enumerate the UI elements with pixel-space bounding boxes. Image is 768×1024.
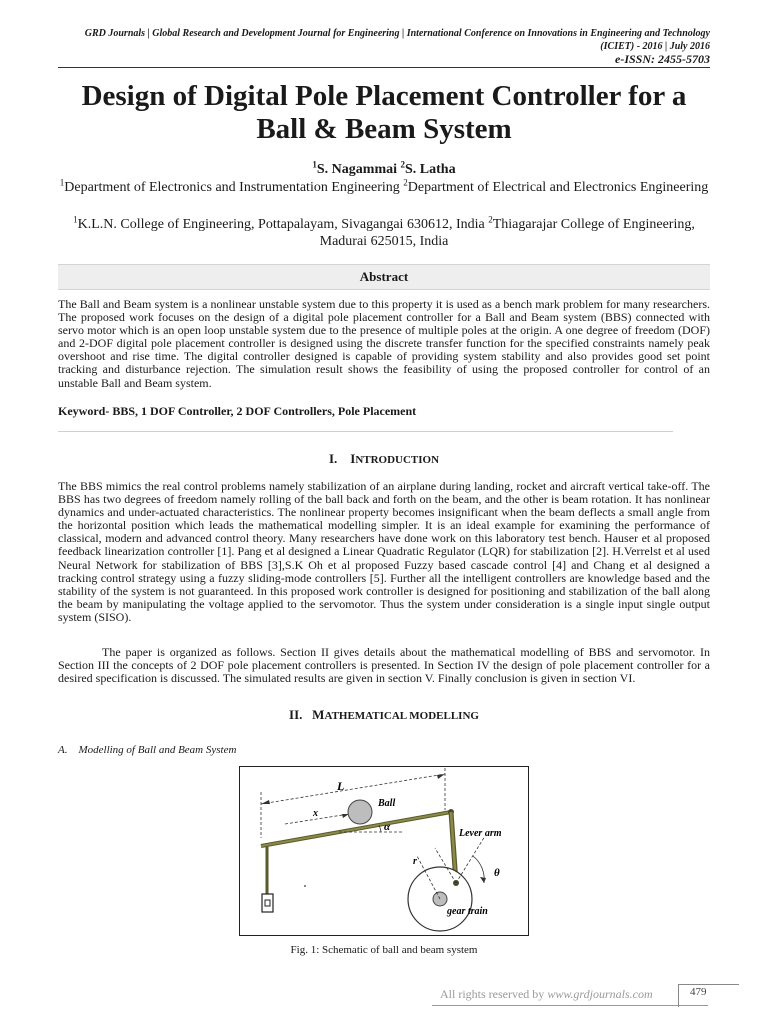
label-gear-train: gear train (447, 906, 488, 917)
footer-rule (432, 1005, 708, 1006)
affiliation-departments (58, 179, 710, 196)
journal-header: GRD Journals | Global Research and Development Journal for Engineering | International Conference on Innovations in Engineering and Technology (84, 28, 710, 39)
section1-title-rest: NTRODUCTION (355, 454, 440, 466)
author1: S. Nagammai (316, 162, 401, 177)
left-pivot-block (262, 894, 273, 912)
inst2: Thiagarajar College of Engineering, Madurai 625015, India (319, 217, 695, 249)
stray-dot (304, 885, 306, 887)
authors (58, 161, 710, 178)
ball-beam-schematic (239, 766, 529, 936)
issn: e-ISSN: 2455-5703 (615, 52, 710, 66)
inst1-sup: 1 (73, 214, 78, 225)
label-theta: θ (494, 867, 500, 879)
author2: S. Latha (405, 162, 456, 177)
label-lever-arm: Lever arm (459, 828, 502, 839)
title-line-2: Ball & Beam System (256, 113, 512, 145)
introduction-paragraph-1: The BBS mimics the real control problems namely stabilization of an airplane during landing, rocket and aircraft vertical take-off. The BBS has two degrees of freedom namely rolling of the ball back and forth on the beam, and the other is beam rotation. It has nonlinear dynamics and under-actuated characteristics. The nonlinear property becomes insignificant when the beam deflects a small angle from the horizontal position which leads the mathematical modelling simpler. It is an ideal example for examining the performance of classical, modern and advanced control theory. Many researchers have done work on this laboratory test bench. Hauser et al proposed feedback linearization controller [1]. Pang et al designed a Linear Quadratic Regulator (LQR) for stabilization [2]. H.Verrelst et al used Neural Network for stabilization of BBS [3],S.K Oh et al proposed Fuzzy based cascade control [4] and Chang et al designed a tracking control strategy using a fuzzy sliding-mode controllers [5]. Further all the intelligent controllers are knowledge based and the stability of the system is not guaranteed. In this proposed work controller is designed for positioning and stabilization of the ball along the beam by manipulating the voltage applied to the servomotor. Thus the system under consideration is a single input single output system (SISO). (58, 479, 710, 624)
author2-sup: 2 (400, 159, 406, 170)
conference-date: (ICIET) - 2016 | July 2016 (600, 41, 710, 52)
dept1: Department of Electronics and Instrumentation Engineering (64, 180, 404, 195)
affiliation-institutions (58, 216, 710, 250)
label-x: x (313, 808, 318, 819)
author1-sup: 1 (312, 159, 317, 170)
journal-website-link[interactable]: www.grdjournals.com (547, 987, 653, 1001)
label-ball: Ball (378, 798, 396, 809)
page-number-box (678, 984, 739, 1007)
section-heading-modelling (58, 707, 710, 724)
footer-rights (440, 987, 653, 1002)
section1-number: I. (328, 451, 338, 466)
label-r: r (413, 856, 417, 867)
label-alpha: α (384, 821, 391, 833)
page-number: 479 (690, 986, 707, 998)
abstract-heading: Abstract (58, 264, 710, 290)
rights-prefix: All rights reserved by (440, 987, 548, 1001)
section1-first-letter: I (350, 451, 356, 466)
inst1: K.L.N. College of Engineering, Pottapalayam, Sivagangai 630612, India (77, 217, 489, 232)
label-L: L (337, 779, 345, 793)
section2-title-rest: ATHEMATICAL MODELLING (324, 710, 479, 722)
figure-caption: Fig. 1: Schematic of ball and beam system (290, 944, 478, 956)
header-rule (58, 67, 710, 68)
section2-first-letter: M (312, 707, 325, 722)
keywords: Keyword- BBS, 1 DOF Controller, 2 DOF Controllers, Pole Placement (58, 404, 417, 418)
dept1-sup: 1 (59, 177, 65, 188)
abstract-text: The Ball and Beam system is a nonlinear unstable system due to this property it is used as a bench mark problem for many researchers. The proposed work focuses on the design of a digital pole placement controller for a Ball and Beam system (BBS) connected with servo motor which is an open loop unstable system due to the presence of multiple poles at the origin. A one degree of freedom (DOF) and 2-DOF digital pole placement controller is designed using the discrete transfer function for the specified constraints namely peak overshoot and rise time. The digital controller designed is capable of providing system stability and also provides good set point tracking and disturbance rejection. The simulation result shows the feasibility of using the proposed controller for control of an unstable Ball and Beam system. (58, 297, 710, 390)
introduction-paragraph-2: The paper is organized as follows. Section II gives details about the mathematical modelling of BBS and servomotor. In Section III the concepts of 2 DOF pole placement controllers is presented. In Section IV the design of pole placement controller for a desired specification is discussed. The simulated results are given in section V. Finally conclusion is given in section VI. (58, 645, 710, 686)
dept2-sup: 2 (403, 177, 408, 188)
subsection-heading: A. Modelling of Ball and Beam System (58, 744, 237, 756)
keywords-rule (58, 431, 673, 432)
inst2-sup: 2 (488, 214, 493, 225)
section-heading-introduction (58, 451, 710, 468)
title-line-1: Design of Digital Pole Placement Controller for a (81, 80, 687, 112)
dept2: Department of Electrical and Electronics Engineering (407, 180, 709, 195)
paper-title (58, 80, 710, 146)
section2-number: II. (289, 707, 303, 722)
ball (348, 800, 372, 824)
